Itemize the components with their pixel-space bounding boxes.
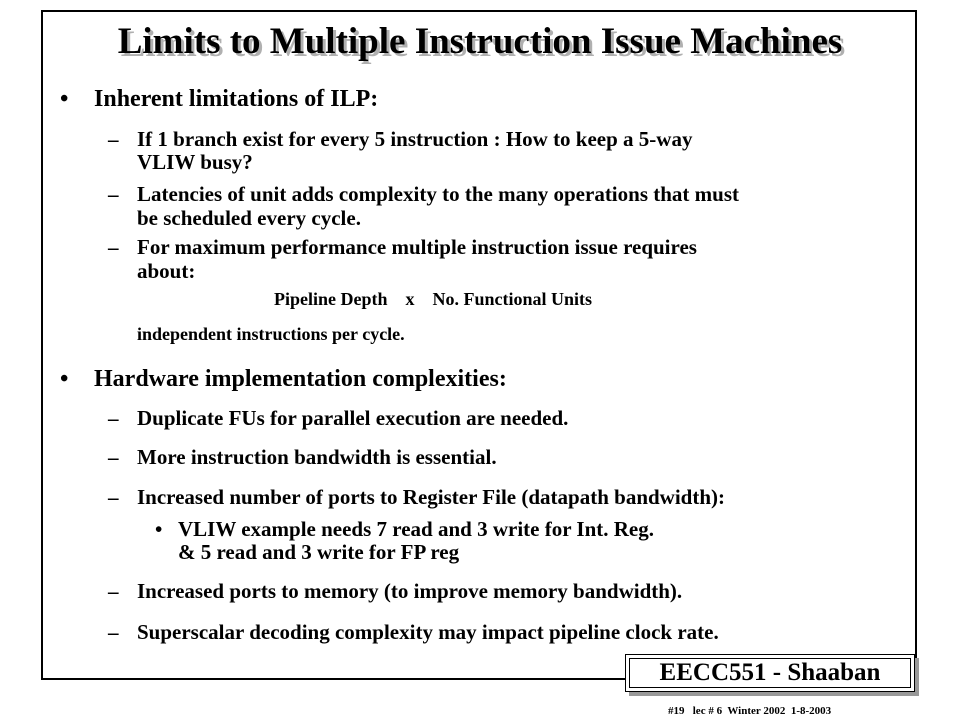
dash-icon: – [108, 182, 119, 206]
bullet-icon: • [60, 366, 69, 392]
dash-icon: – [108, 445, 119, 469]
sub-list-item-cont: & 5 read and 3 write for FP reg [178, 540, 460, 564]
slide-title: Limits to Multiple Instruction Issue Machines [117, 21, 843, 62]
list-item: Duplicate FUs for parallel execution are needed. [137, 406, 569, 430]
dash-icon: – [108, 485, 119, 509]
slide-footer: #19 lec # 6 Winter 2002 1-8-2003 [668, 705, 832, 717]
list-item: Superscalar decoding complexity may impact pipeline clock rate. [137, 620, 719, 644]
dash-icon: – [108, 579, 119, 603]
list-item-cont: be scheduled every cycle. [137, 206, 361, 230]
list-item-cont: about: [137, 259, 196, 283]
sub-list-item: VLIW example needs 7 read and 3 write for Int. Reg. [178, 517, 654, 541]
sub-bullet-icon: • [155, 517, 163, 541]
dash-icon: – [108, 127, 119, 151]
list-item: Increased number of ports to Register File (datapath bandwidth): [137, 485, 726, 509]
dash-icon: – [108, 620, 119, 644]
list-item: If 1 branch exist for every 5 instruction : How to keep a 5-way [137, 127, 693, 151]
list-item-cont: VLIW busy? [137, 150, 253, 174]
dash-icon: – [108, 406, 119, 430]
dash-icon: – [108, 235, 119, 259]
list-item: Latencies of unit adds complexity to the many operations that must [137, 182, 739, 206]
course-badge [625, 654, 915, 692]
list-item: For maximum performance multiple instruction issue requires [137, 235, 697, 259]
bullet-icon: • [60, 86, 69, 112]
course-badge-label: EECC551 - Shaaban [629, 658, 911, 688]
section-heading-hardware: Hardware implementation complexities: [94, 366, 507, 392]
list-item: Increased ports to memory (to improve memory bandwidth). [137, 579, 683, 603]
formula: Pipeline Depth x No. Functional Units [274, 289, 593, 309]
section-heading-ilp: Inherent limitations of ILP: [94, 86, 379, 112]
list-item: More instruction bandwidth is essential. [137, 445, 497, 469]
formula-note: independent instructions per cycle. [137, 324, 405, 344]
